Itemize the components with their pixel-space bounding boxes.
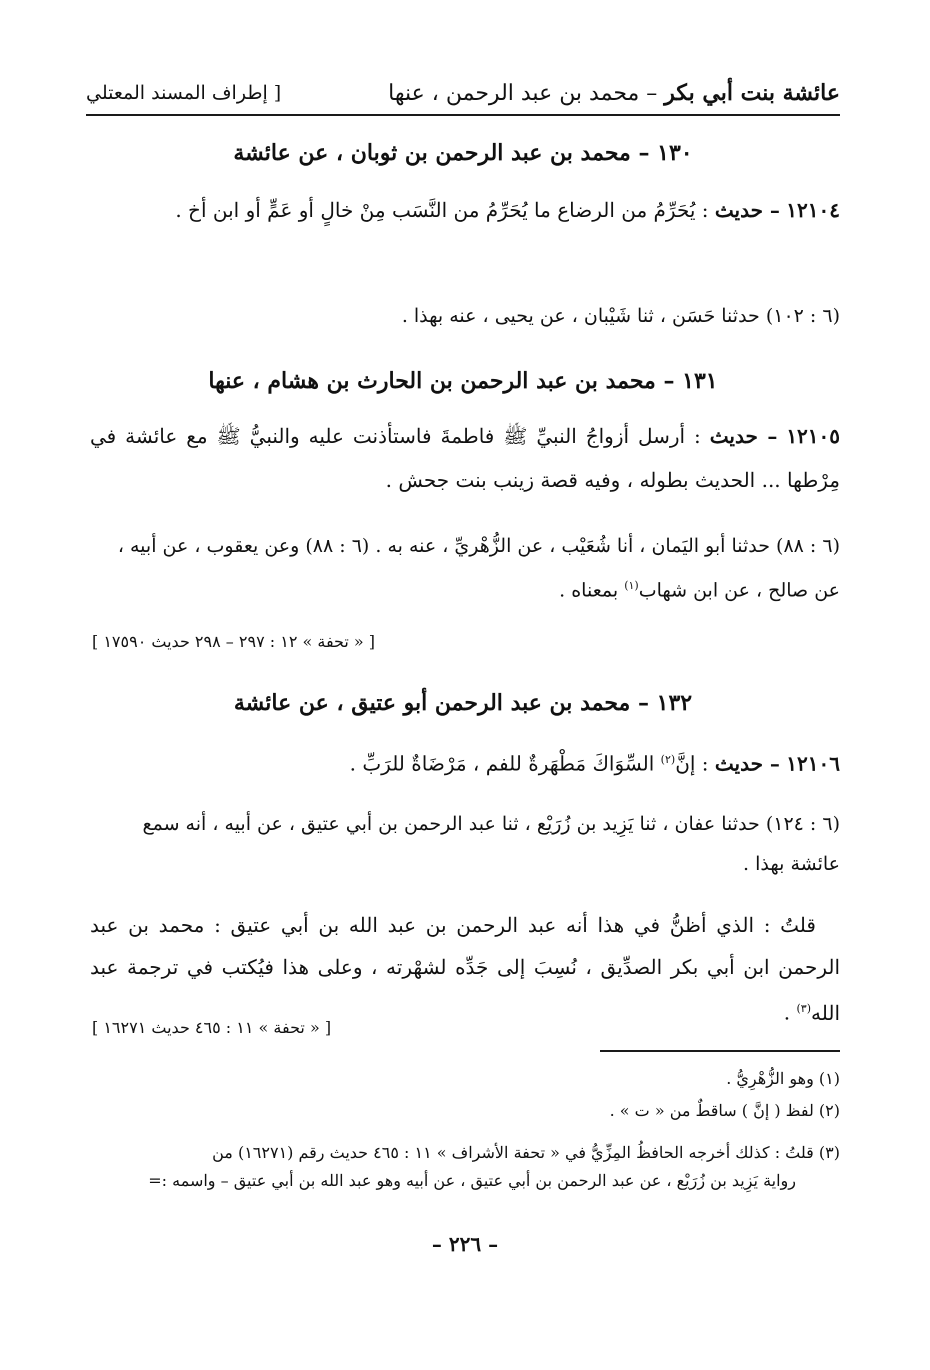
header-chapter-title: عائشة بنت أبي بكر – محمد بن عبد الرحمن ، عنها <box>388 80 840 106</box>
footnote-marker-2[interactable]: (٢) <box>660 753 676 766</box>
source-12105: (٦ : ٨٨) حدثنا أبو اليَمان ، أنا شُعَيْب ، عن الزُّهْريِّ ، عنه به . (٦ : ٨٨) وعن يعقوب ، عن أبيه ، عن صالح ، عن ابن شهاب$^{(١)}$ بمعناه . <box>117 535 840 602</box>
footnote-3: (٣) قلتُ : كذلك أخرجه الحافظُ المِزِّيُّ في « تحفة الأشراف » ١١ : ٤٦٥ حديث رقم (١٦٢٧١) من <box>212 1143 840 1162</box>
hadith-number: ١٢١٠٦ <box>786 751 840 776</box>
hadith-label: – حديث <box>714 198 780 222</box>
hadith-text: : يُحَرِّمُ من الرضاع ما يُحَرِّمُ من النَّسَب مِنْ خالٍ أو عَمٍّ أو ابن أخ . <box>175 198 715 222</box>
hadith-12106: ١٢١٠٦ – حديث : إنَّ$^{(٢)}$ السِّوَاكَ مَطْهَرةٌ للفم ، مَرْضَاةٌ للرَبِّ . <box>349 751 840 776</box>
header-book-title: [ إطراف المسند المعتلي <box>86 82 282 104</box>
section-title-132: ١٣٢ – محمد بن عبد الرحمن أبو عتيق ، عن عائشة <box>233 690 693 716</box>
running-header <box>86 78 840 116</box>
source-12104: (٦ : ١٠٢) حدثنا حَسَن ، ثنا شَيْبان ، عن يحيى ، عنه بهذا . <box>401 305 840 327</box>
footnote-1: (١) وهو الزُّهْرِيُّ . <box>726 1069 840 1088</box>
page-number: – ٢٢٦ – <box>431 1232 499 1256</box>
footnote-marker-3[interactable]: (٣) <box>796 1002 811 1015</box>
hadith-number: ١٢١٠٤ <box>786 198 840 222</box>
hadith-number: ١٢١٠٥ <box>786 424 841 448</box>
hadith-12105 <box>90 414 840 502</box>
tuhfa-reference-12106: [ « تحفة » ١١ : ٤٦٥ حديث ١٦٢٧١ ] <box>92 1018 332 1037</box>
section-title-131: ١٣١ – محمد بن عبد الرحمن بن الحارث بن هشام ، عنها <box>208 368 718 394</box>
hadith-text: : أرسل أزواجُ النبيِّ ﷺ فاطمةَ فاستأذنت عليه والنبيُّ ﷺ مع عائشة في مِرْطها ... الحديث بطوله ، وفيه قصة زينب بنت جحش . <box>90 424 840 492</box>
footnote-2: (٢) لفظ ( إنَّ ) ساقطٌ من « ت » . <box>609 1101 840 1120</box>
editor-comment: قلتُ : الذي أظنُّ في هذا أنه عبد الرحمن بن عبد الله بن أبي عتيق : محمد بن عبد الرحمن ابن أبي بكر الصدِّيق ، نُسِبَ إلى جَدِّه لشهْرته ، وعلى هذا فيُكتب في ترجمة عبد الله$^{(٣)}$ . <box>90 913 840 1025</box>
tuhfa-reference-12105: [ « تحفة » ١٢ : ٢٩٧ – ٢٩٨ حديث ١٧٥٩٠ ] <box>92 632 376 651</box>
hadith-12104 <box>90 188 840 232</box>
hadith-label: – حديث <box>709 424 778 448</box>
section-title-130: ١٣٠ – محمد بن عبد الرحمن بن ثوبان ، عن عائشة <box>233 140 693 166</box>
footnote-marker-1[interactable]: (١) <box>624 579 639 592</box>
hadith-label: – حديث <box>714 751 780 776</box>
source-12106: (٦ : ١٢٤) حدثنا عفان ، ثنا يَزِيد بن زُرَيْع ، ثنا عبد الرحمن بن أبي عتيق ، عن أبيه ، أنه سمع عائشة بهذا . <box>142 813 840 875</box>
footnote-separator <box>600 1050 840 1052</box>
footnote-3-continued: رواية يَزِيد بن زُرَيْع ، عن عبد الرحمن بن أبي عتيق ، عن أبيه وهو عبد الله بن أبي عتيق – واسمه := <box>148 1171 796 1190</box>
